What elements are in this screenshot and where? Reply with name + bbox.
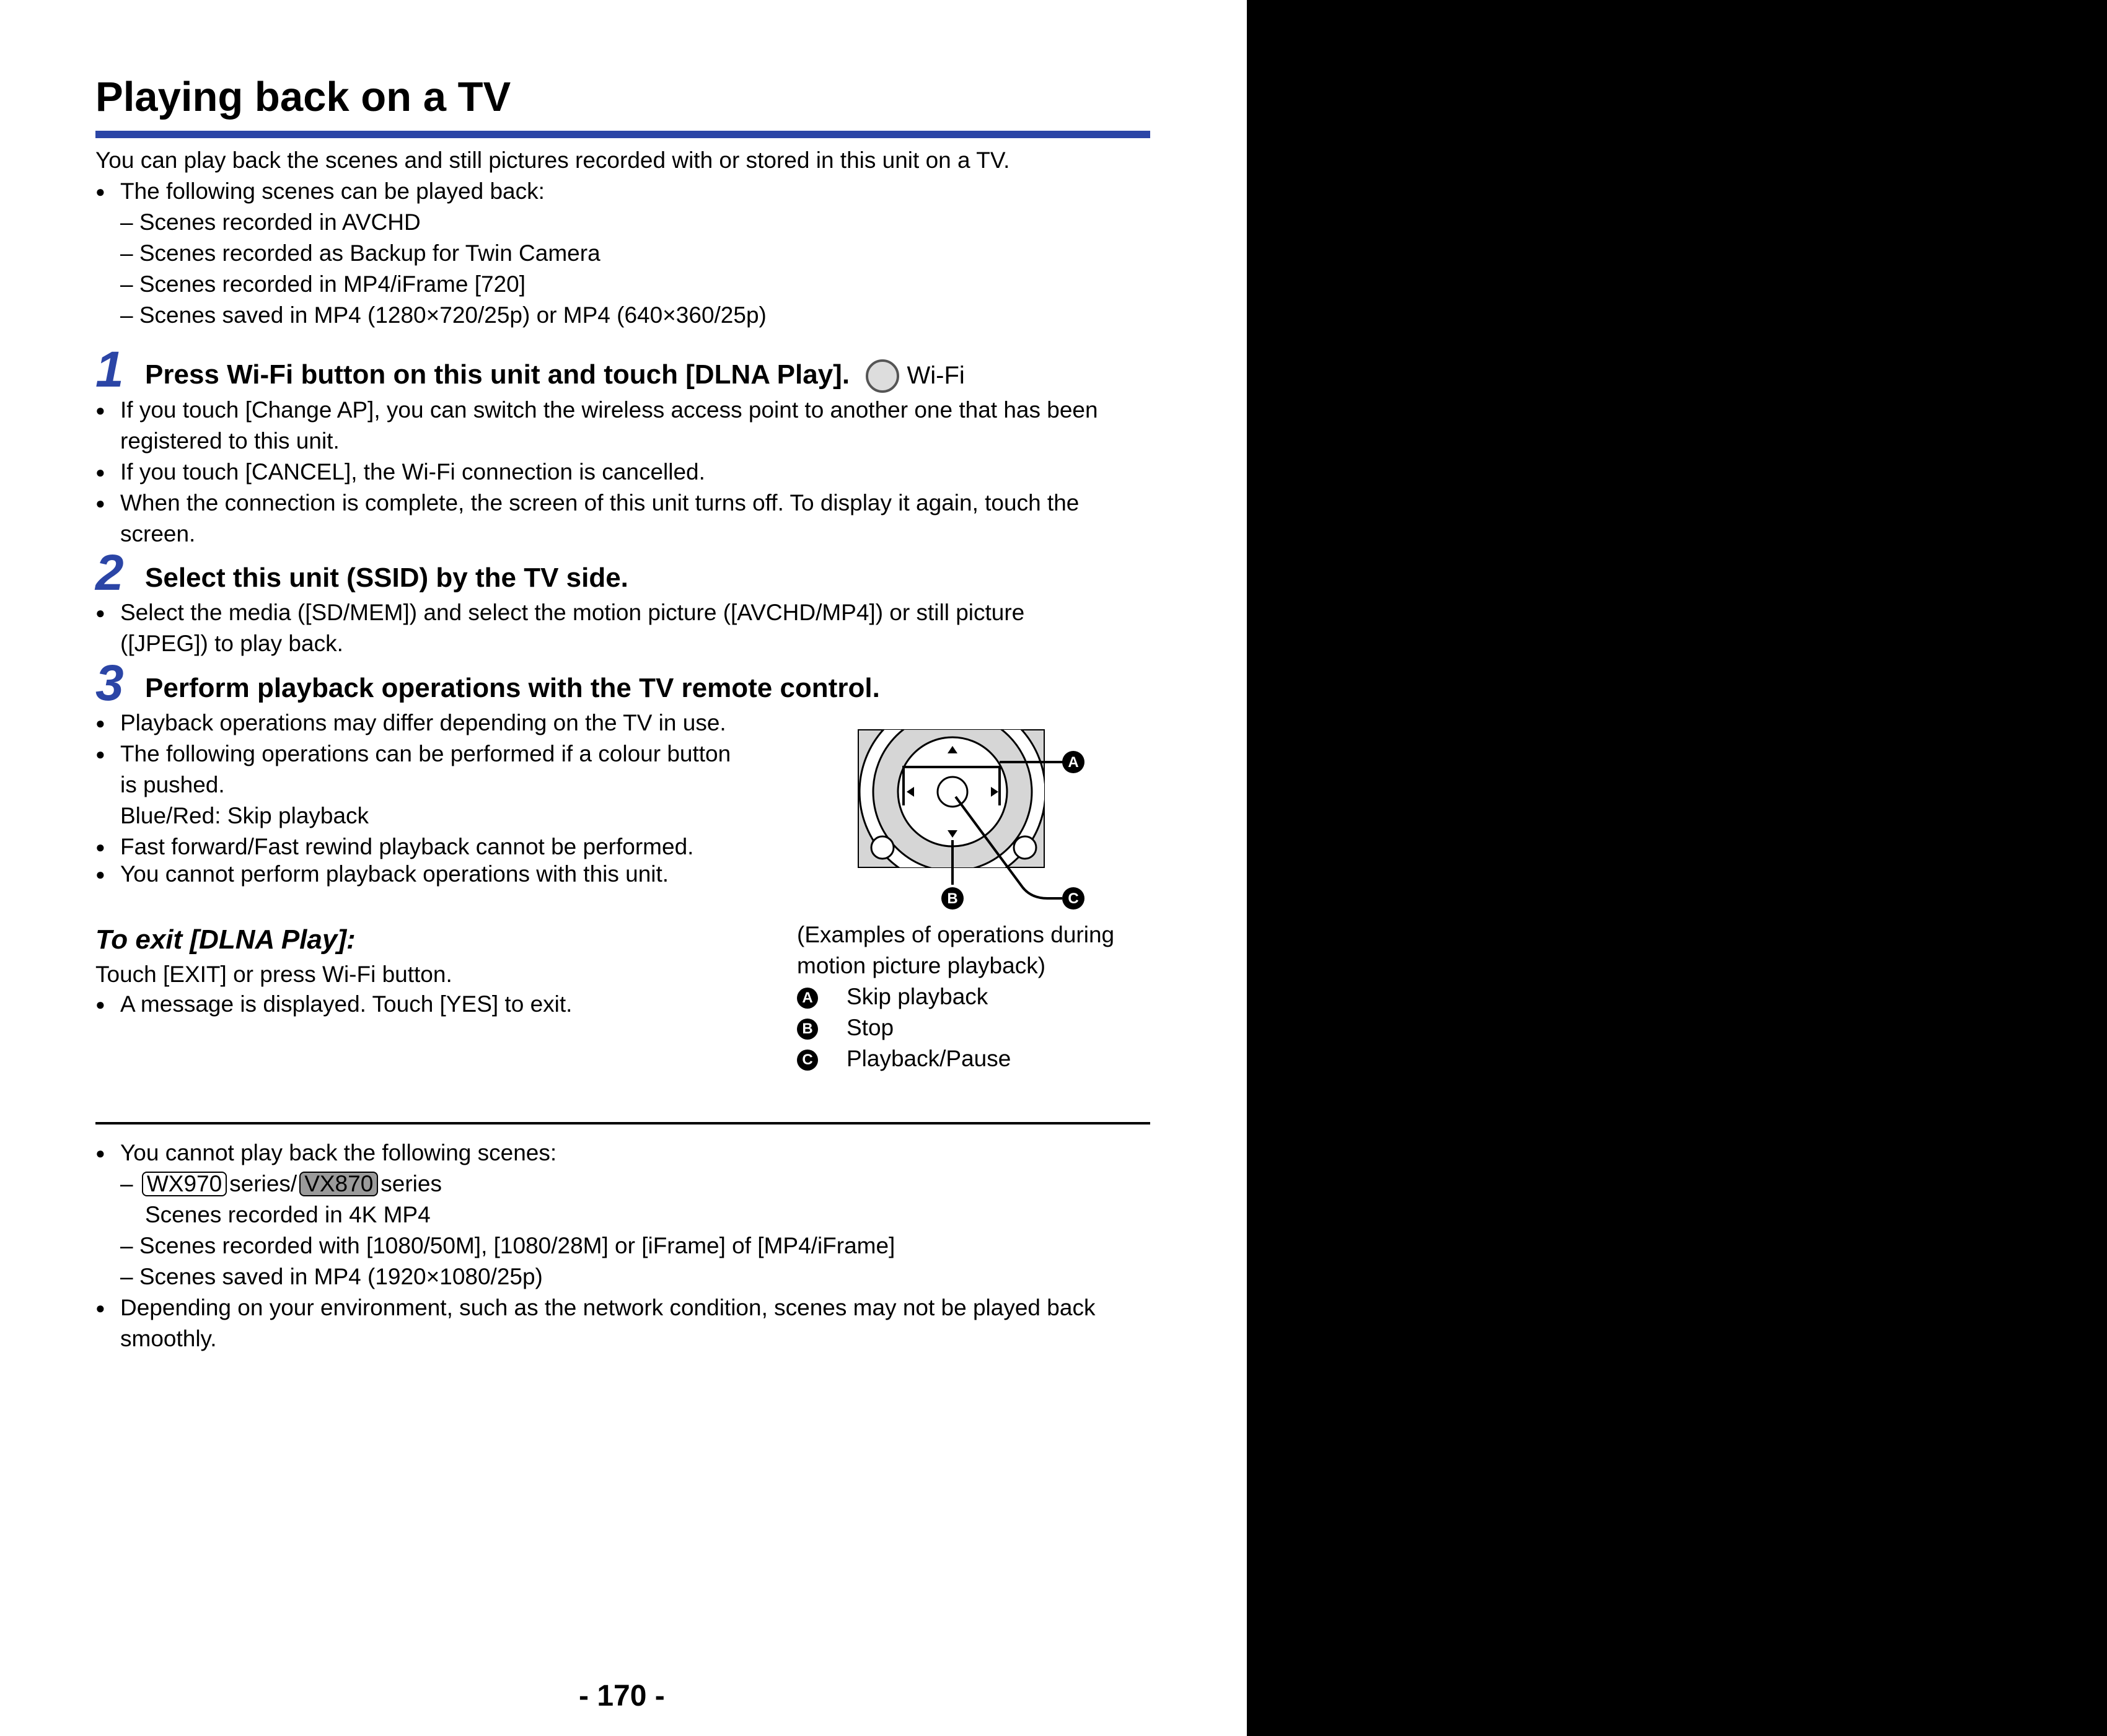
step-1-bullet	[95, 488, 1080, 550]
title-underline	[95, 131, 1150, 138]
step-3-heading: Perform playback operations with the TV remote control.	[145, 673, 880, 703]
remote-control-figure	[855, 725, 1091, 917]
exit-bullet	[95, 989, 573, 1020]
bullet-dot: ●	[95, 401, 105, 419]
step-3-number: 3	[95, 655, 124, 711]
bullet-line: When the connection is complete, the screen of this unit turns off. To display it again, touch the	[120, 490, 1080, 515]
exit-line: Touch [EXIT] or press Wi-Fi button.	[95, 962, 452, 987]
bullet-text: The following scenes can be played back:	[120, 178, 545, 204]
caption-line: (Examples of operations during	[797, 922, 1115, 947]
legend-item-b	[797, 1012, 894, 1043]
dash-text: Scenes saved in MP4 (1280×720/25p) or MP4 (640×360/25p)	[139, 302, 767, 328]
bullet-dot: ●	[95, 865, 105, 883]
legend-b-text: Stop	[847, 1015, 894, 1040]
dash-item: – Scenes recorded as Backup for Twin Camera	[120, 240, 600, 266]
dash-item: – Scenes saved in MP4 (1280×720/25p) or MP4 (640×360/25p)	[120, 302, 767, 328]
bullet-dot: ●	[95, 745, 105, 763]
bullet-line: registered to this unit.	[120, 428, 340, 454]
bullet-line: is pushed.	[120, 772, 225, 797]
bullet-line: smoothly.	[120, 1326, 217, 1351]
bullet-dot: ●	[95, 1144, 105, 1162]
dash-text: Scenes saved in MP4 (1920×1080/25p)	[139, 1264, 543, 1289]
bullet-text: You cannot perform playback operations with this unit.	[120, 861, 669, 887]
bullet-line: Select the media ([SD/MEM]) and select the motion picture ([AVCHD/MP4]) or still picture	[120, 600, 1025, 625]
bullet-line: If you touch [Change AP], you can switch the wireless access point to another one that has been	[120, 397, 1098, 423]
bullet-dot: ●	[95, 494, 105, 512]
bullet-line: Depending on your environment, such as the network condition, scenes may not be played back	[120, 1295, 1096, 1320]
bullet-line: ([JPEG]) to play back.	[120, 631, 343, 656]
center-button-icon	[938, 777, 967, 807]
notes-bullet	[95, 1292, 1096, 1354]
notes-bullet	[95, 1138, 557, 1168]
colour-button-left-icon	[871, 836, 894, 859]
step-3-bullet	[95, 831, 694, 862]
step-1-bullet	[95, 457, 705, 488]
bullet-text: Playback operations may differ depending on the TV in use.	[120, 710, 726, 735]
step-3-bullet	[95, 708, 726, 739]
bullet-text: A message is displayed. Touch [YES] to exit.	[120, 991, 573, 1017]
series-end: series	[380, 1171, 442, 1196]
bullet-dot: ●	[95, 463, 105, 481]
colour-button-right-icon	[1014, 836, 1036, 859]
dash-text: Scenes recorded as Backup for Twin Camera	[139, 240, 600, 266]
bullet-dot: ●	[95, 995, 105, 1014]
step-1-heading	[145, 359, 965, 393]
dash-text: Scenes recorded in AVCHD	[139, 209, 421, 235]
bullet-dot: ●	[95, 714, 105, 732]
bullet-dot: ●	[95, 603, 105, 622]
legend-a-text: Skip playback	[847, 984, 988, 1009]
figure-caption	[797, 919, 1114, 981]
notes-dash: – Scenes saved in MP4 (1920×1080/25p)	[120, 1264, 543, 1289]
bullet-line: screen.	[120, 521, 196, 546]
step-1-heading-text: Press Wi-Fi button on this unit and touch [DLNA Play].	[145, 359, 850, 390]
step-2-heading: Select this unit (SSID) by the TV side.	[145, 563, 628, 593]
legend-c-marker: C	[797, 1050, 818, 1071]
page-title: Playing back on a TV	[95, 74, 511, 120]
notes-divider	[95, 1122, 1150, 1124]
step-2-number: 2	[95, 545, 124, 601]
callout-a-label: A	[1068, 754, 1079, 771]
bullet-dot: ●	[95, 838, 105, 856]
step-3-bullet	[95, 859, 669, 890]
dash-text: Scenes recorded with [1080/50M], [1080/28M] or [iFrame] of [MP4/iFrame]	[139, 1233, 895, 1258]
bullet-line: The following operations can be performed if a colour button	[120, 741, 731, 766]
callout-c-label: C	[1068, 890, 1079, 907]
page-number: - 170 -	[579, 1680, 665, 1712]
notes-sub: Scenes recorded in 4K MP4	[145, 1202, 431, 1227]
model-badge-vx870: VX870	[299, 1172, 378, 1196]
model-badge-wx970: WX970	[142, 1172, 227, 1196]
bullet-dot: ●	[95, 1299, 105, 1317]
legend-item-a	[797, 981, 988, 1012]
bullet-text: You cannot play back the following scenes:	[120, 1140, 557, 1165]
wifi-label: Wi-Fi	[907, 362, 965, 389]
bullet-following	[95, 176, 545, 207]
wifi-button-icon	[866, 359, 899, 393]
step-3-bullet	[95, 739, 731, 831]
step-2-bullet	[95, 597, 1025, 659]
dash-item: – Scenes recorded in AVCHD	[120, 209, 421, 235]
legend-item-c	[797, 1043, 1011, 1074]
caption-line: motion picture playback)	[797, 953, 1046, 978]
exit-heading: To exit [DLNA Play]:	[95, 924, 356, 955]
series-separator: series/	[229, 1171, 297, 1196]
dash-text: Scenes recorded in MP4/iFrame [720]	[139, 271, 526, 297]
bullet-dot: ●	[95, 182, 105, 201]
bullet-line: Blue/Red: Skip playback	[120, 803, 369, 828]
notes-dash-models: – WX970 series/ VX870 series	[120, 1171, 442, 1196]
step-1-bullet	[95, 395, 1098, 457]
legend-a-marker: A	[797, 988, 818, 1009]
bullet-line: If you touch [CANCEL], the Wi-Fi connection is cancelled.	[120, 459, 705, 484]
dash-item: – Scenes recorded in MP4/iFrame [720]	[120, 271, 526, 297]
legend-b-marker: B	[797, 1019, 818, 1040]
notes-dash: – Scenes recorded with [1080/50M], [1080/28M] or [iFrame] of [MP4/iFrame]	[120, 1233, 895, 1258]
intro-text: You can play back the scenes and still pictures recorded with or stored in this unit on a TV.	[95, 147, 1010, 173]
bullet-text: Fast forward/Fast rewind playback cannot be performed.	[120, 834, 694, 859]
callout-b-label: B	[947, 890, 958, 907]
step-1-number: 1	[95, 341, 124, 398]
legend-c-text: Playback/Pause	[847, 1046, 1011, 1071]
